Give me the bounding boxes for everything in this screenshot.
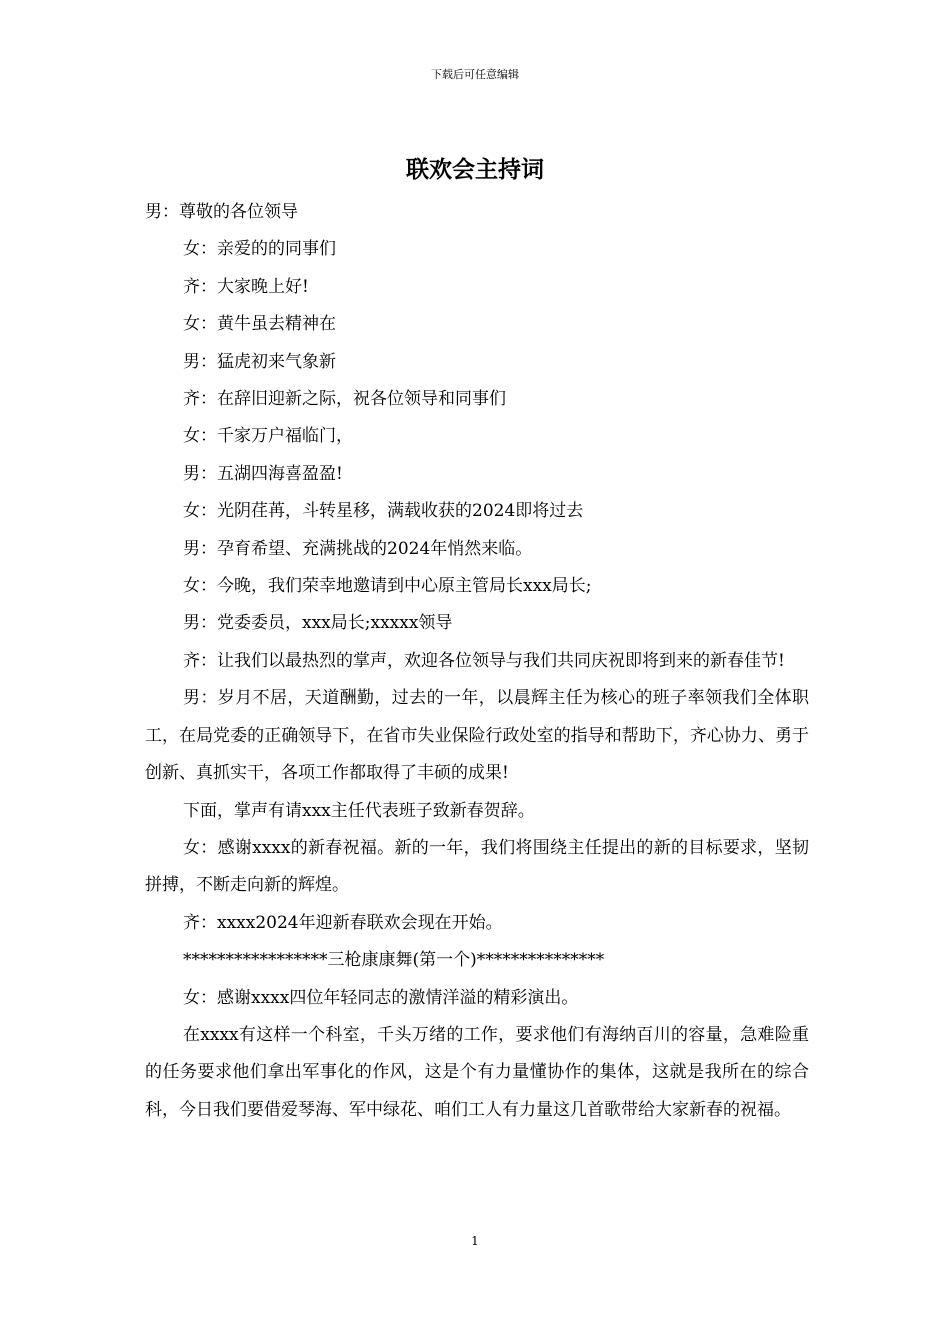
paragraph-10: 男：孕育希望、充满挑战的2024年悄然来临。: [183, 538, 533, 559]
paragraph-8: 男：五湖四海喜盈盈!: [183, 463, 343, 484]
header-note: 下载后可任意编辑: [431, 68, 519, 81]
paragraph-13: 齐：让我们以最热烈的掌声，欢迎各位领导与我们共同庆祝即将到来的新春佳节!: [183, 650, 785, 671]
paragraph-15: 下面，掌声有请xxx主任代表班子致新春贺辞。: [183, 800, 535, 821]
paragraph-16: 女：感谢xxxx的新春祝福。新的一年，我们将围绕主任提出的新的目标要求，坚韧拼搏，不断走向新的辉煌。: [145, 837, 809, 896]
paragraph-7: 女：千家万户福临门，: [183, 426, 353, 447]
paragraph-4: 女：黄牛虽去精神在: [183, 314, 336, 335]
paragraph-5: 男：猛虎初来气象新: [183, 351, 336, 372]
document-title: 联欢会主持词: [406, 156, 544, 183]
paragraph-14: 男：岁月不居，天道酬勤，过去的一年，以晨辉主任为核心的班子率领我们全体职工，在局党委的正确领导下，在省市失业保险行政处室的指导和帮助下，齐心协力、勇于创新、真抓实干，各项工作都取得了丰硕的成果!: [145, 688, 809, 784]
paragraph-2: 女：亲爱的的同事们: [183, 239, 336, 260]
document-body: [145, 194, 809, 1129]
paragraph-6: 齐：在辞旧迎新之际，祝各位领导和同事们: [183, 389, 506, 410]
paragraph-20: 在xxxx有这样一个科室，千头万绪的工作，要求他们有海纳百川的容量，急难险重的任务要求他们拿出军事化的作风，这是个有力量懂协作的集体，这就是我所在的综合科，今日我们要借爱琴海、军中绿花、咱们工人有力量这几首歌带给大家新春的祝福。: [145, 1024, 809, 1120]
page-number: 1: [471, 1234, 479, 1248]
paragraph-12: 男：党委委员，xxx局长;xxxxx领导: [183, 613, 453, 634]
paragraph-18: *****************三枪康康舞(第一个)***************: [183, 950, 605, 971]
paragraph-9: 女：光阴荏苒，斗转星移，满载收获的2024即将过去: [183, 501, 584, 522]
paragraph-3: 齐：大家晚上好!: [183, 276, 309, 297]
paragraph-11: 女：今晚，我们荣幸地邀请到中心原主管局长xxx局长;: [183, 576, 592, 597]
paragraph-19: 女：感谢xxxx四位年轻同志的激情洋溢的精彩演出。: [183, 987, 579, 1008]
paragraph-17: 齐：xxxx2024年迎新春联欢会现在开始。: [183, 912, 503, 933]
paragraph-1: 男：尊敬的各位领导: [145, 202, 298, 222]
